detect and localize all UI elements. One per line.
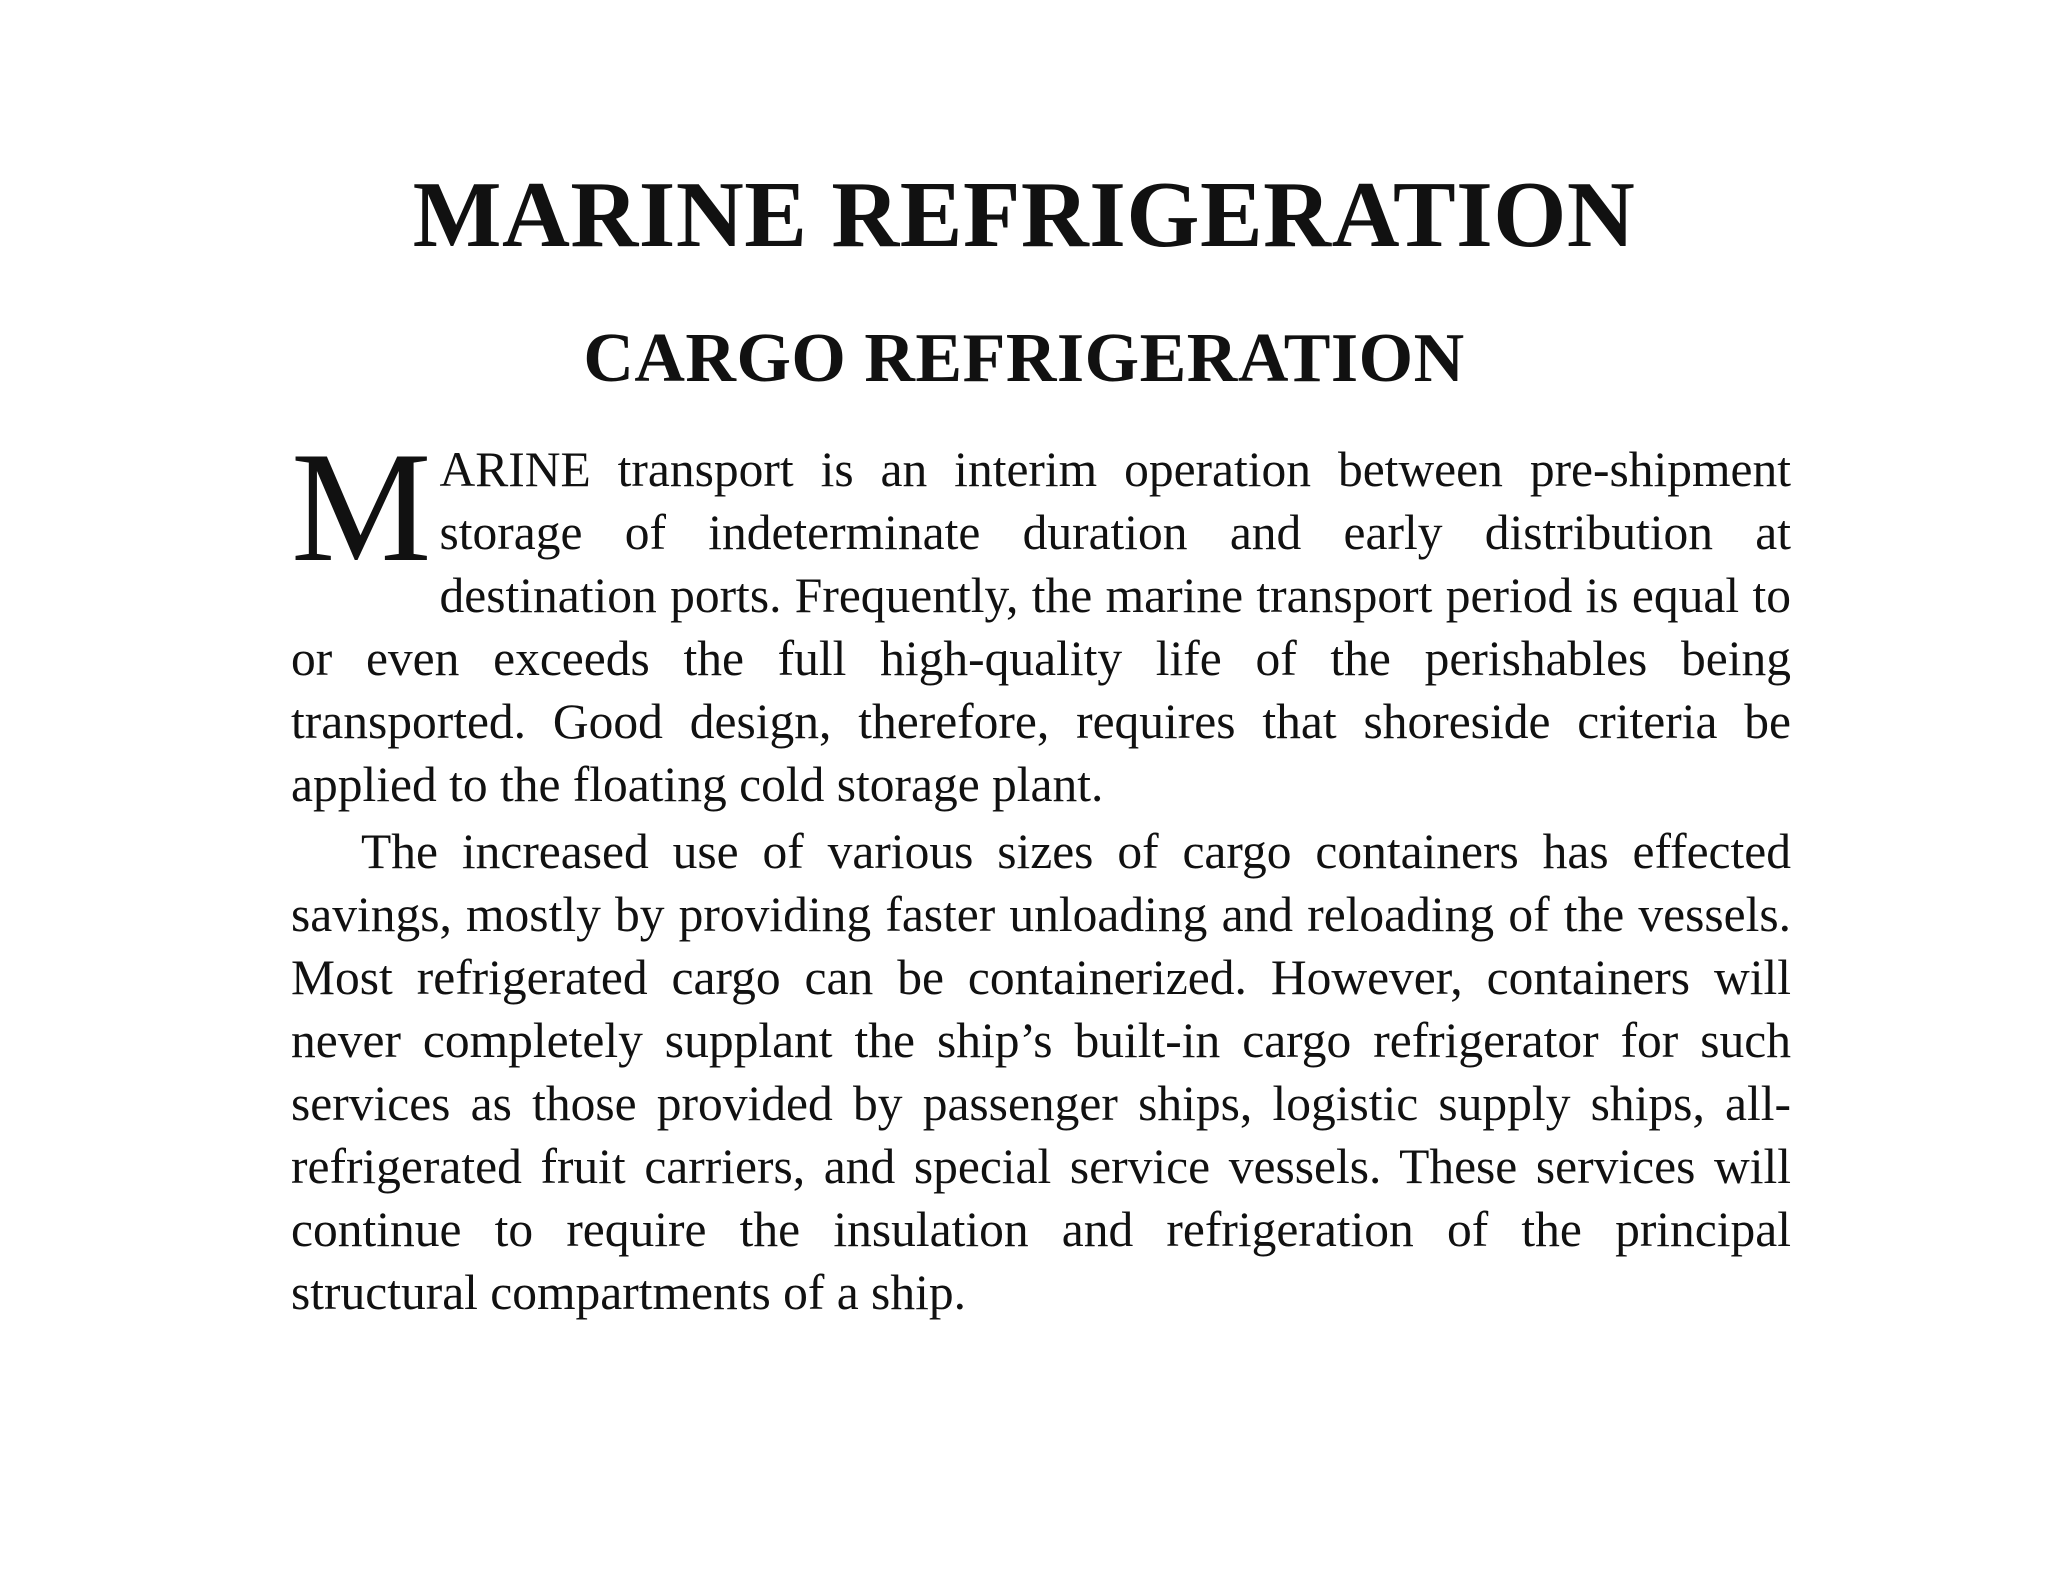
body-text: [291, 420, 1791, 1324]
paragraph-2: The increased use of various sizes of cargo containers has effected savings, mostly by providing faster unloading and reloading of the vessels. Most refrigerated cargo can be containerized. However, containers will never completely supplant the ship’s built-in cargo refrigerator for such services as those provided by passenger ships, logistic supply ships, all-refrigerated fruit carriers, and special service vessels. These services will continue to require the insulation and refrigeration of the principal structural compartments of a ship.: [291, 824, 1791, 1320]
drop-cap: M: [291, 420, 432, 595]
paragraph-1-lead: ARINE: [439, 442, 591, 497]
paragraph-1: [291, 420, 1791, 816]
paragraph-1-text: transport is an interim operation between pre-shipment storage of indeterminate duration and early distribution at destination ports. Frequently, the marine transport period is equal to or even exceeds the full high-quality life of the perishables being transported. Good design, therefore, requires that shoreside criteria be applied to the floating cold storage plant.: [291, 442, 1791, 812]
section-title: CARGO REFRIGERATION: [583, 320, 1465, 397]
chapter-title: MARINE REFRIGERATION: [412, 163, 1636, 267]
